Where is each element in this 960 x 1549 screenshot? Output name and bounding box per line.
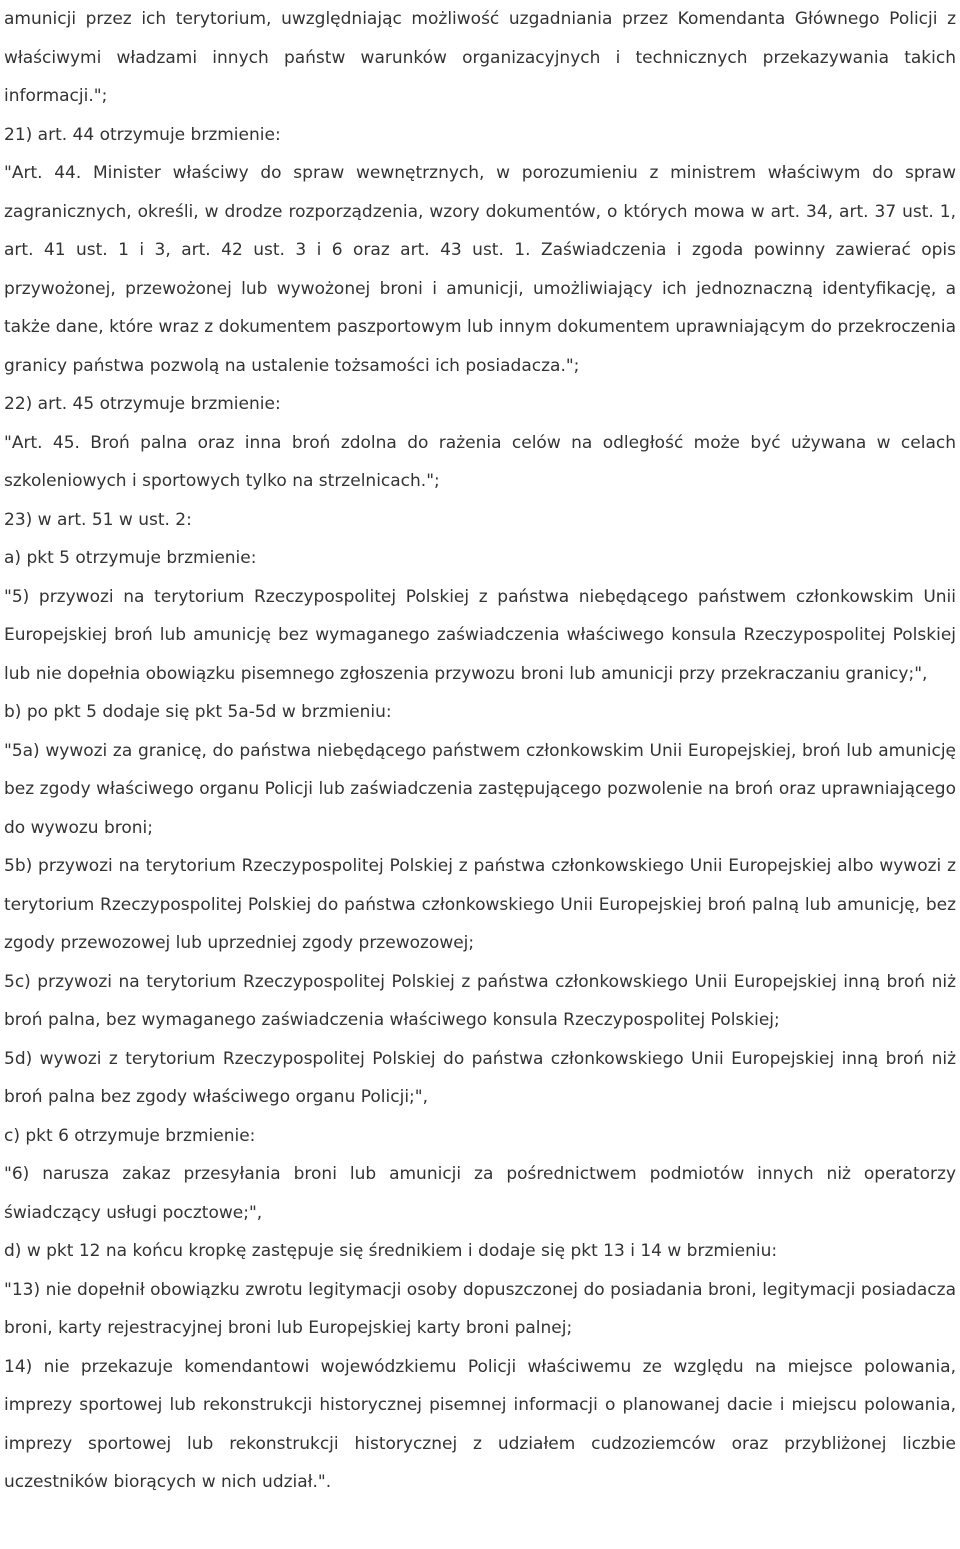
paragraph: "13) nie dopełnił obowiązku zwrotu legitymacji osoby dopuszczonej do posiadania broni, legitymacji posiadacza broni, karty rejestracyjnej broni lub Europejskiej karty broni palnej; bbox=[4, 1279, 956, 1338]
paragraph: 5d) wywozi z terytorium Rzeczypospolitej Polskiej do państwa członkowskiego Unii Europejskiej inną broń niż broń palna bez zgody właściwego organu Policji;", bbox=[4, 1048, 956, 1107]
paragraph: "Art. 44. Minister właściwy do spraw wewnętrznych, w porozumieniu z ministrem właściwym do spraw zagranicznych, określi, w drodze rozporządzenia, wzory dokumentów, o których mowa w art. 34, art. 37 ust. 1, art. 41 ust. 1 i 3, art. 42 ust. 3 i 6 oraz art. 43 ust. 1. Zaświadczenia i zgoda powinny zawierać opis przywożonej, przewożonej lub wywożonej broni i amunicji, umożliwiający ich jednoznaczną identyfikację, a także dane, które wraz z dokumentem paszportowym lub innym dokumentem uprawniającym do przekroczenia granicy państwa pozwolą na ustalenie tożsamości ich posiadacza."; bbox=[4, 163, 956, 376]
paragraph: 5b) przywozi na terytorium Rzeczypospolitej Polskiej z państwa członkowskiego Unii Europejskiej albo wywozi z terytorium Rzeczypospolitej Polskiej do państwa członkowskiego Unii Europejskiej broń palną lub amunicję, bez zgody przewozowej lub uprzedniej zgody przewozowej; bbox=[4, 856, 956, 953]
paragraph: c) pkt 6 otrzymuje brzmienie: bbox=[4, 1125, 256, 1146]
paragraph: "5) przywozi na terytorium Rzeczypospolitej Polskiej z państwa niebędącego państwem członkowskim Unii Europejskiej broń lub amunicję bez wymaganego zaświadczenia właściwego konsula Rzeczypospolitej Polskiej lub nie dopełnia obowiązku pisemnego zgłoszenia przywozu broni lub amunicji przy przekraczaniu granicy;", bbox=[4, 586, 956, 684]
paragraph: amunicji przez ich terytorium, uwzględniając możliwość uzgadniania przez Komendanta Głównego Policji z właściwymi władzami innych państw warunków organizacyjnych i technicznych przekazywania takich informacji."; bbox=[4, 9, 956, 106]
paragraph: d) w pkt 12 na końcu kropkę zastępuje się średnikiem i dodaje się pkt 13 i 14 w brzmieniu: bbox=[4, 1241, 778, 1261]
paragraph: 22) art. 45 otrzymuje brzmienie: bbox=[4, 394, 281, 414]
paragraph: 21) art. 44 otrzymuje brzmienie: bbox=[4, 124, 281, 145]
paragraph: "5a) wywozi za granicę, do państwa niebędącego państwem członkowskim Unii Europejskiej, broń lub amunicję bez zgody właściwego organu Policji lub zaświadczenia zastępującego pozwolenie na broń oraz uprawniającego do wywozu broni; bbox=[4, 740, 956, 838]
paragraph: 14) nie przekazuje komendantowi wojewódzkiemu Policji właściwemu ze względu na miejsce polowania, imprezy sportowej lub rekonstrukcji historycznej pisemnej informacji o planowanej dacie i miejscu polowania, imprezy sportowej lub rekonstrukcji historycznej z udziałem cudzoziemców oraz przybliżonej liczbie uczestników biorących w nich udział.". bbox=[4, 1356, 956, 1492]
paragraph: 5c) przywozi na terytorium Rzeczypospolitej Polskiej z państwa członkowskiego Unii Europejskiej inną broń niż broń palna, bez wymaganego zaświadczenia właściwego konsula Rzeczypospolitej Polskiej; bbox=[4, 971, 956, 1030]
paragraph: "Art. 45. Broń palna oraz inna broń zdolna do rażenia celów na odległość może być używana w celach szkoleniowych i sportowych tylko na strzelnicach."; bbox=[4, 432, 956, 491]
paragraph: "6) narusza zakaz przesyłania broni lub amunicji za pośrednictwem podmiotów innych niż operatorzy świadczący usługi pocztowe;", bbox=[4, 1164, 956, 1223]
paragraph: a) pkt 5 otrzymuje brzmienie: bbox=[4, 548, 257, 568]
paragraph: 23) w art. 51 w ust. 2: bbox=[4, 509, 192, 530]
paragraph: b) po pkt 5 dodaje się pkt 5a-5d w brzmieniu: bbox=[4, 702, 392, 722]
